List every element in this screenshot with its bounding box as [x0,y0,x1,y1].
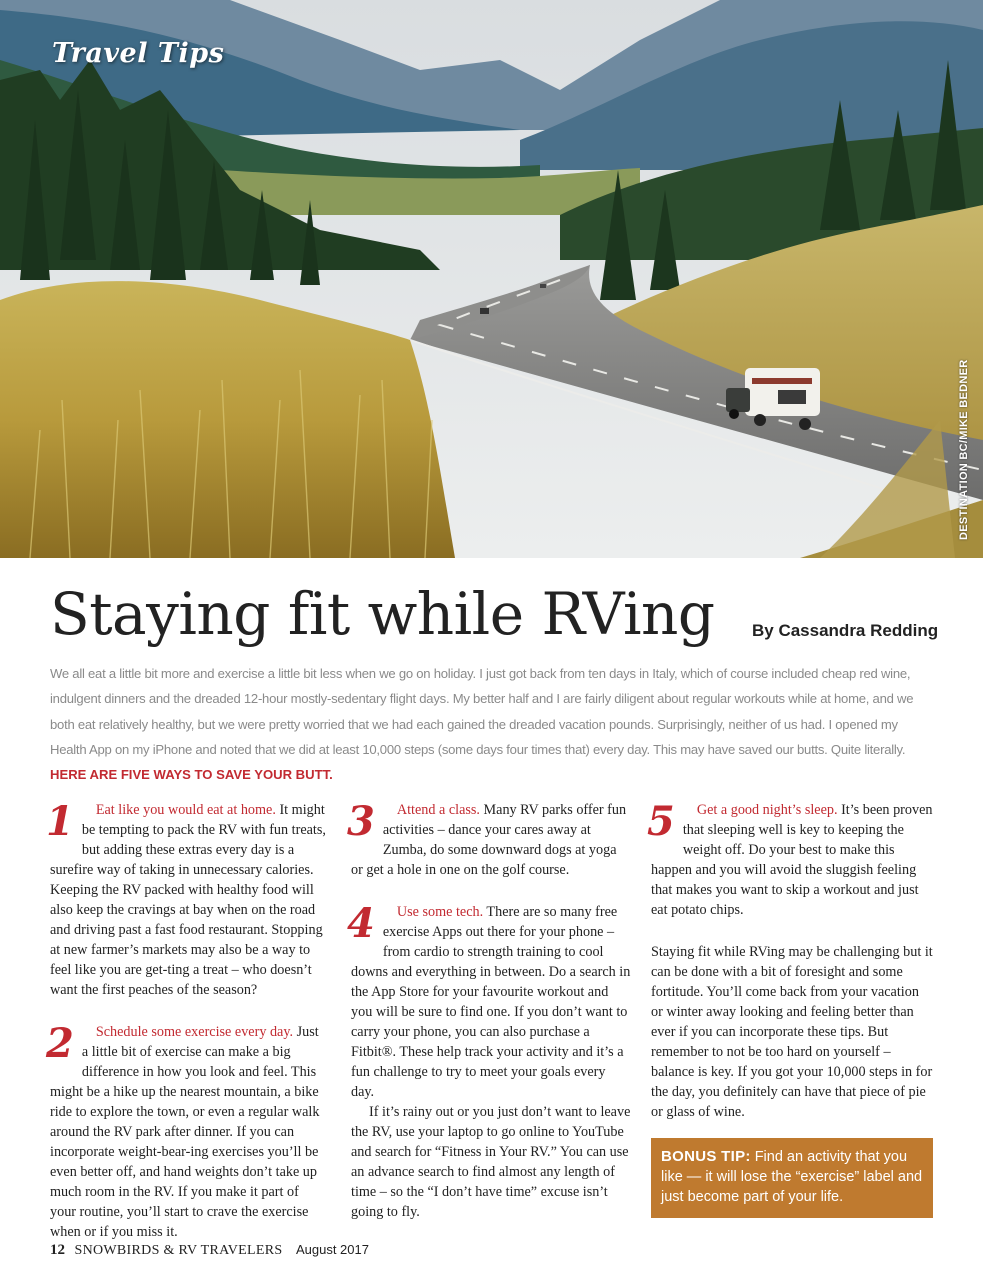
section-tag: Travel Tips [52,38,225,69]
intro-highlight: HERE ARE FIVE WAYS TO SAVE YOUR BUTT. [50,767,333,783]
page-number: 12 [50,1242,65,1258]
tip-text: Just a little bit of exercise can make a big difference in how you look and feel. This might be a hike up the nearest mountain, a bike ride to explore the town, or even a regular walk around the RV park after dinner. If you can incorporate weight-bear-ing exercises you’ll be even better off, and hand weights don’t take up much room in the RV. If you make it part of your routine, you’ll start to crave the exercise when or if you miss it. [50,1024,320,1240]
issue-date: August 2017 [295,1242,369,1257]
hero-photo [0,0,983,558]
tip-3 [347,798,631,880]
byline: By Cassandra Redding [752,621,939,640]
photo-credit: DESTINATION BC/MIKE BEDNER [958,359,970,540]
tip-lead: Schedule some exercise every day. [95,1024,294,1040]
article-title: Staying fit while RVing [50,580,715,648]
intro-text: We all eat a little bit more and exercise a little bit less when we go on holiday. I just got back from ten days in Italy, which of course included cheap red wine, indulgent dinners and the dreaded 12-hour mostly-sedentary flight days. My better half and I are fairly diligent about regular workouts while at home, and we both eat relatively healthy, but we were pretty worried that we had each gained the dreaded vacation pounds. Surprisingly, neither of us had. I opened my Health App on my iPhone and noted that we did at least 10,000 steps (some days four times that) every day. This may have saved our butts. Quite literally. [50,666,914,757]
tip-number: 5 [647,798,675,845]
page-footer [50,1242,369,1259]
tip-number: 3 [347,798,375,845]
tip-5 [647,798,933,920]
column-1 [46,798,328,1242]
bonus-tip-text: Find an activity that you like — it will lose the “exercise” label and just become part of your life. [661,1149,923,1205]
tip-text: It might be tempting to pack the RV with fun treats, but adding these extras every day is a surefire way of taking in unnecessary calories. Keeping the RV packed with healthy food will also keep the cravings at bay when on the road and driving past a fast food restaurant. Stopping at new farmer’s markets may also be a way to feel like you are get-ting a treat – who doesn’t want the first peaches of the season? [50,802,326,998]
tip-2 [46,1020,328,1242]
column-2 [347,798,631,1222]
mountain-road-illustration [0,0,983,558]
tip-lead: Eat like you would eat at home. [95,802,276,818]
tip-number: 1 [46,798,74,845]
conclusion-paragraph: Staying fit while RVing may be challenging but it can be done with a bit of foresight and some fortitude. You’ll come back from your vacation or winter away looking and feeling better than ever if you can incorporate these tips. But remember to not be too hard on yourself – balance is key. If you got your 10,000 steps in for the day, you definitely can have that piece of pie or glass of wine. [651,944,933,1120]
tip-lead: Attend a class. [396,802,480,818]
magazine-name: SNOWBIRDS & RV TRAVELERS [74,1243,283,1258]
tip-lead: Use some tech. [396,904,484,920]
bonus-tip-label: BONUS TIP: [661,1148,751,1165]
tip-number: 2 [46,1020,74,1067]
bonus-tip-box [651,1138,933,1218]
tip-4-extra: If it’s rainy out or you just don’t want to leave the RV, use your laptop to go online to YouTube and search for “Fitness in Your RV.” You can use an advance search to find almost any length of time – so the “I don’t have time” excuse isn’t going to fly. [351,1104,631,1220]
tip-lead: Get a good night’s sleep. [696,802,838,818]
tip-text: It’s been proven that sleeping well is key to keeping the weight off. Do your best to make this happen and you will avoid the sluggish feeling that makes you want to skip a workout and just eat potato chips. [651,802,933,918]
intro-paragraph [50,661,930,787]
tip-text: There are so many free exercise Apps out there for your phone – from cardio to strength training to cool downs and everything in between. Do a search in the App Store for your favourite workout and you will be sure to find one. If you don’t want to carry your phone, you can also purchase a Fitbit®. These help track your activity and it’s a fun challenge to try to meet your goals every day. [351,904,631,1100]
tip-number: 4 [347,900,375,947]
tip-1 [46,798,328,1000]
tip-text: Many RV parks offer fun activities – dance your cares away at Zumba, do some downward dogs at yoga or get a hole in one on the golf course. [351,802,627,878]
column-3 [647,798,933,1218]
tip-4 [347,900,631,1102]
